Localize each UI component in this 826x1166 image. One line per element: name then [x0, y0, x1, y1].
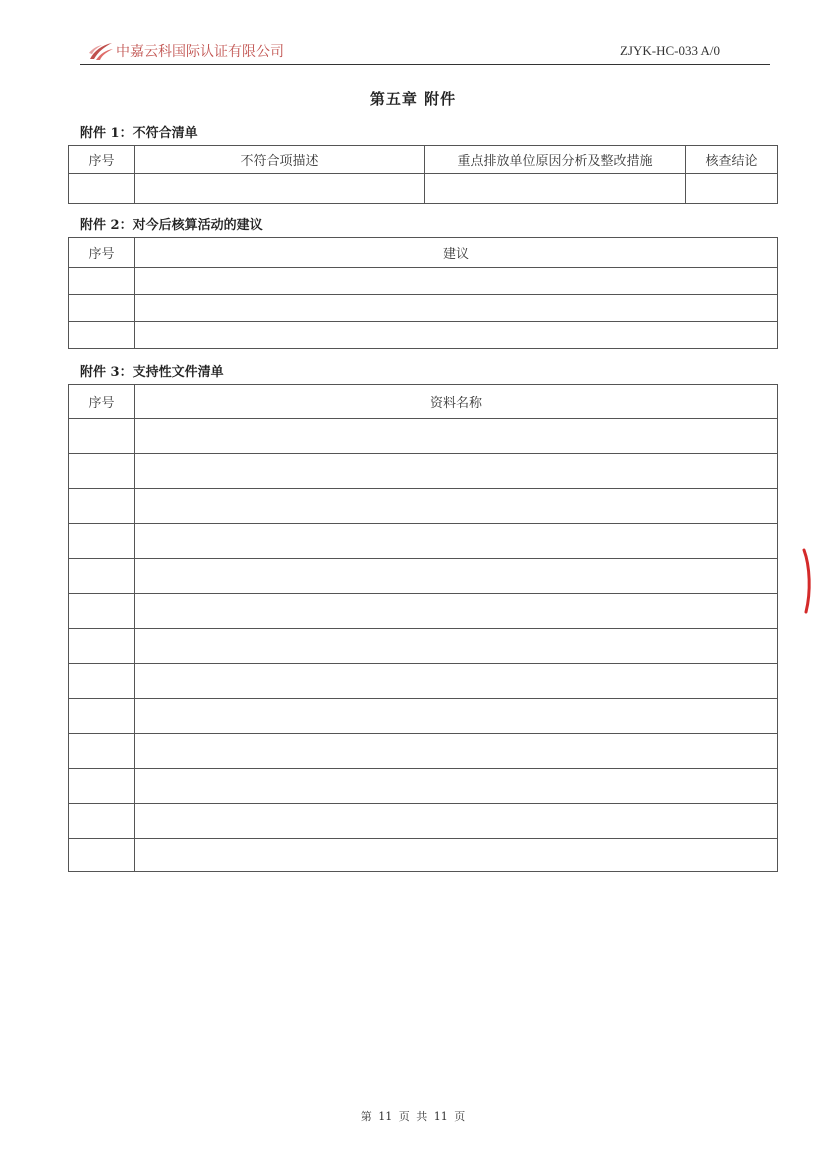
- table-cell: [69, 322, 135, 349]
- table-cell: [135, 322, 778, 349]
- table-cell: [69, 664, 135, 699]
- table-cell: [69, 734, 135, 769]
- table-cell: [69, 454, 135, 489]
- table-header-row: [69, 385, 778, 419]
- attachment-3-label: 附件 3：支持性文件清单: [80, 365, 224, 380]
- table-cell: [135, 454, 778, 489]
- company-name: 中嘉云科国际认证有限公司: [116, 44, 284, 60]
- attachment-1-label: 附件 1：不符合清单: [80, 126, 198, 141]
- attachment-2-label: 附件 2：对今后核算活动的建议: [80, 218, 263, 233]
- supporting-documents-table: [68, 384, 778, 872]
- column-header: 核查结论: [686, 146, 778, 174]
- table-cell: [135, 489, 778, 524]
- table-cell: [135, 769, 778, 804]
- table-row: [69, 295, 778, 322]
- table-cell: [69, 839, 135, 872]
- column-header: 序号: [69, 146, 135, 174]
- table-row: [69, 839, 778, 872]
- table-cell: [135, 664, 778, 699]
- table-cell: [135, 734, 778, 769]
- table-row: [69, 454, 778, 489]
- table-cell: [69, 174, 135, 204]
- table-cell: [135, 419, 778, 454]
- page-header: [80, 40, 770, 65]
- column-header: 重点排放单位原因分析及整改措施: [425, 146, 686, 174]
- table-row: [69, 734, 778, 769]
- table-row: [69, 489, 778, 524]
- table-row: [69, 769, 778, 804]
- table-cell: [135, 699, 778, 734]
- table-cell: [69, 268, 135, 295]
- table-cell: [69, 804, 135, 839]
- suggestion-table: [68, 237, 778, 349]
- table-row: [69, 524, 778, 559]
- table-row: [69, 268, 778, 295]
- column-header: 不符合项描述: [135, 146, 425, 174]
- table-cell: [135, 174, 425, 204]
- table-row: [69, 322, 778, 349]
- page-number: 第 11 页 共 11 页: [360, 1110, 466, 1123]
- table-row: [69, 559, 778, 594]
- nonconformity-table: [68, 145, 778, 204]
- table-header-row: [69, 238, 778, 268]
- table-cell: [135, 295, 778, 322]
- table-cell: [69, 769, 135, 804]
- table-cell: [135, 268, 778, 295]
- column-header: 序号: [69, 238, 135, 268]
- table-cell: [686, 174, 778, 204]
- document-code: ZJYK-HC-033 A/0: [619, 43, 720, 58]
- table-row: [69, 629, 778, 664]
- table-cell: [135, 629, 778, 664]
- table-row: [69, 664, 778, 699]
- table-cell: [69, 489, 135, 524]
- table-row: [69, 419, 778, 454]
- table-cell: [69, 699, 135, 734]
- table-cell: [69, 295, 135, 322]
- table-cell: [135, 524, 778, 559]
- column-header: 建议: [135, 238, 778, 268]
- table-header-row: [69, 146, 778, 174]
- table-cell: [69, 559, 135, 594]
- seal-edge-mark: [802, 548, 812, 614]
- column-header: 序号: [69, 385, 135, 419]
- table-cell: [135, 594, 778, 629]
- swoosh-logo-icon: [88, 41, 114, 61]
- chapter-title: 第五章 附件: [369, 90, 457, 108]
- table-cell: [69, 594, 135, 629]
- table-cell: [425, 174, 686, 204]
- table-row: [69, 174, 778, 204]
- table-cell: [69, 524, 135, 559]
- company-logo: [88, 40, 284, 62]
- table-cell: [69, 419, 135, 454]
- table-row: [69, 594, 778, 629]
- table-row: [69, 699, 778, 734]
- table-cell: [135, 559, 778, 594]
- table-cell: [69, 629, 135, 664]
- table-cell: [135, 804, 778, 839]
- column-header: 资料名称: [135, 385, 778, 419]
- table-row: [69, 804, 778, 839]
- table-cell: [135, 839, 778, 872]
